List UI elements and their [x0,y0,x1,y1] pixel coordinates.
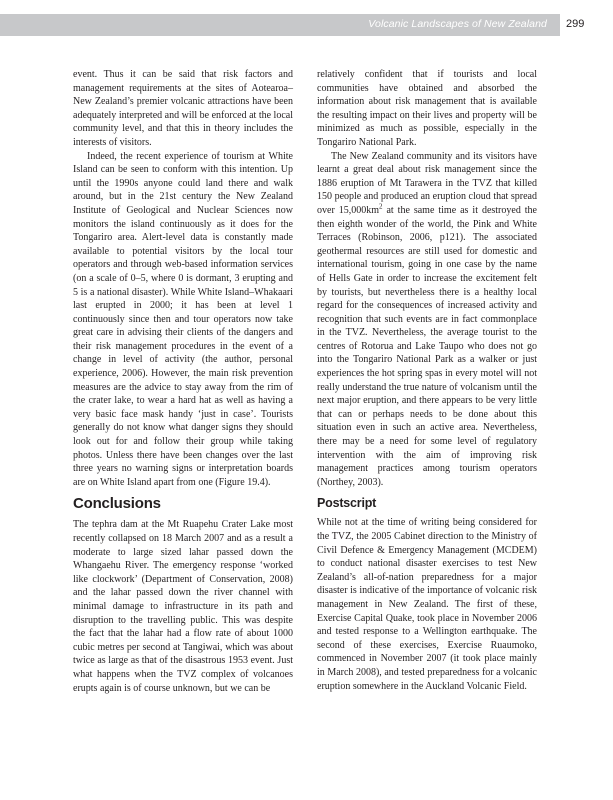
right-paragraph-2-text-a: The New Zealand community and its visitors have learnt a great deal about risk management since the 1886 eruption of Mt Tarawera in the TVZ that killed 150 people and produced an eruption cloud that spread over 15,000km [317,150,537,216]
left-column [73,68,293,695]
right-paragraph-3: While not at the time of writing being considered for the TVZ, the 2005 Cabinet direction to the Ministry of Civil Defence & Emergency Management (MCDEM) to conduct national disaster exercises to test New Zealand’s all-of-nation preparedness for a major disaster is indicative of the importance of volcanic risk management in New Zealand. The first of these, Exercise Capital Quake, took place in November 2006 and tested response to a Wellington earthquake. The second of these exercises, Exercise Ruaumoko, commenced in November 2007 (it took place mainly in March 2008), and tested preparedness for a volcanic eruption somewhere in the Auckland Volcanic Field. [317,517,537,692]
running-header-title: Volcanic Landscapes of New Zealand [368,18,547,30]
right-paragraph-2 [317,150,537,490]
right-paragraph-1: relatively confident that if tourists and local communities have obtained and absorbed the information about risk management that is available the resulting impact on their lives and property will be minimized as much as possible, especially in the Tongariro National Park. [317,69,537,148]
page-number: 299 [566,18,585,30]
superscript-2: 2 [379,202,383,211]
postscript-heading: Postscript [317,496,377,511]
conclusions-heading: Conclusions [73,495,161,513]
left-paragraph-3: The tephra dam at the Mt Ruapehu Crater Lake most recently collapsed on 18 March 2007 and as a result a moderate to large sized lahar passed down the Whangaehu River. The emergency response ‘worked like clockwork’ (Department of Conservation, 2008) and the lahar passed down the river channel with minimal damage to infrastructure in its path and disruption to the travelling public. This was despite the fact that the lahar had a flow rate of about 1000 cubic metres per second at Tangiwai, which was about twice as large as that of the disastrous 1953 event. Just what happens when the TVZ complex of volcanoes erupts again is of course unknown, but we can be [73,519,293,694]
right-column [317,68,537,693]
left-paragraph-1: event. Thus it can be said that risk factors and management requirements at the sites of Aotearoa–New Zealand’s premier volcanic attractions have been adequately interpreted and will be enforced at the local community level, and that this in theory includes the interests of visitors. [73,69,293,148]
right-paragraph-2-text-b: at the same time as it destroyed the then eighth wonder of the world, the Pink and White Terraces (Robinson, 2006, p121). The associated geothermal resources are still used for domestic and international tourism, going in one case by the name of Hells Gate in order to increase the excitement felt by tourists, but nevertheless there is a healthy local regard for the consequences of increased activity and recognition that such events are in fact commonplace in the TVZ. Nevertheless, the average tourist to the centres of Rotorua and Lake Taupo who does not go into the Tongariro National Park as a walker or just experiences the hot spring spas in every motel will not really understand the true nature of volcanism until the next major eruption, and there appears to be very little that can or perhaps needs to be done about this situation even in such an active area. Nevertheless, there may be a need for some level of regulatory intervention with the aim of improving risk management practices among tourism operators (Northey, 2003). [317,204,537,488]
left-paragraph-2: Indeed, the recent experience of tourism at White Island can be seen to conform with this intention. Up until the 1990s anyone could land there and walk around, but in the 21st century the New Zealand Institute of Geological and Nuclear Sciences now monitors the island continuously as it does for the Tongariro area. Alert-level data is constantly made available to potential visitors by the local tour operators and through web-based information services (on a scale of 0–5, where 0 is dormant, 3 erupting and 5 is a national disaster). While White Island–Whakaari last erupted in 2000; it has been at level 1 continuously since then and tour operators now take great care in advising their clients of the dangers and their risk management procedures in the event of a change in level of activity (the author, personal experience, 2006). However, the main risk prevention measures are the advice to stay away from the rim of the crater lake, to wear a hard hat as well as having a very basic face mask handy ‘just in case’. Tourists generally do not know what danger signs they should look out for and follow their group while taking photos. Unless there have been changes over the last three years no warning signs or interpretation boards are on White Island apart from one (Figure 19.4). [73,150,293,488]
